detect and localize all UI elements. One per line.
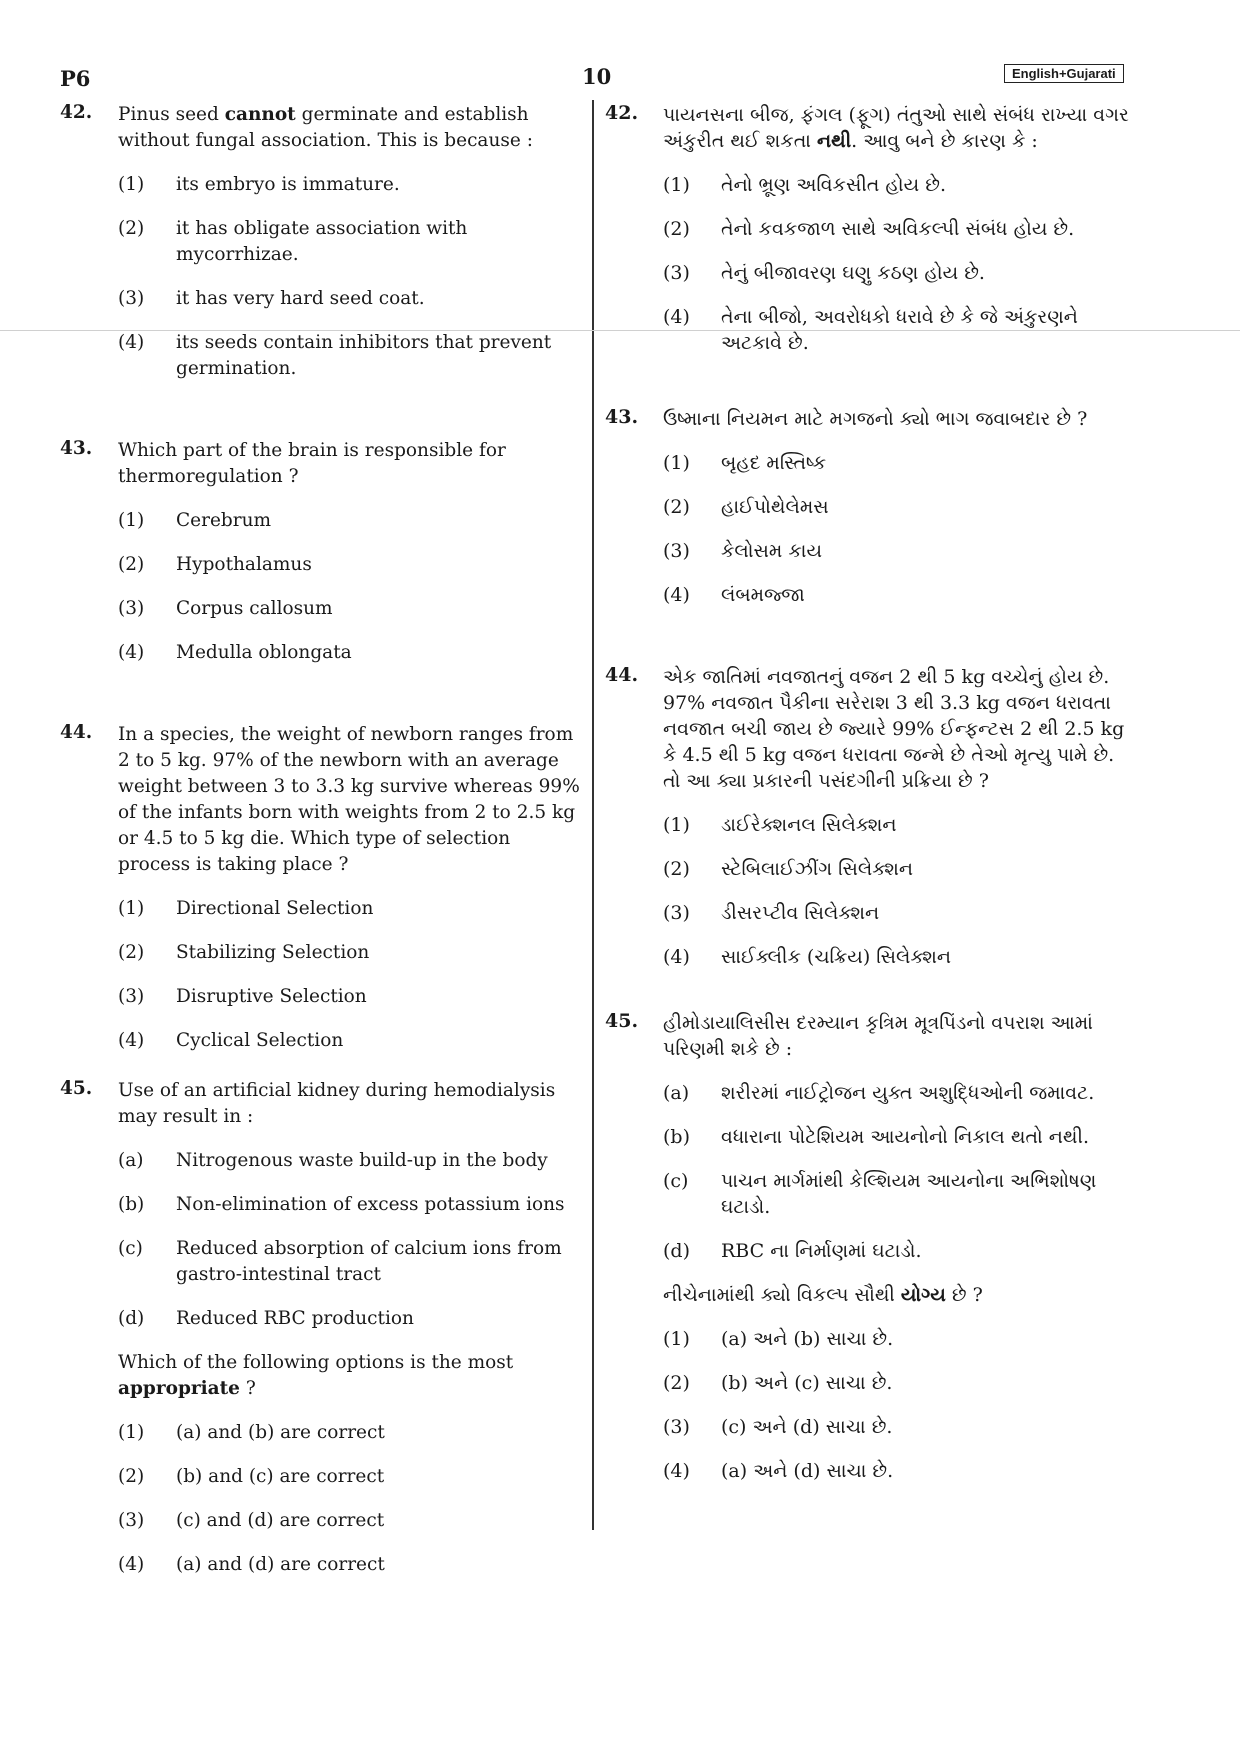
option-1[interactable]: (1) તેનો ભ્રૂણ અવિકસીત હોય છે. — [663, 174, 946, 196]
option-3[interactable]: (3) it has very hard seed coat. — [118, 288, 425, 309]
statement-b: (b) વધારાના પોટેશિયમ આયનોનો નિકાલ થતો નથી. — [663, 1126, 1089, 1148]
option-4[interactable]: (4) its seeds contain inhibitors that prevent germination. — [118, 332, 552, 379]
question-text: ઉષ્માના નિયમન માટે મગજનો ક્યો ભાગ જવાબદાર છે ? — [663, 408, 1088, 430]
question-number: 44. — [605, 664, 639, 686]
option-2[interactable]: (2) Hypothalamus — [118, 554, 312, 575]
option-4[interactable]: (4) (a) અને (d) સાચા છે. — [663, 1460, 894, 1482]
question-number: 42. — [605, 102, 639, 124]
statement-a: (a) Nitrogenous waste build-up in the body — [118, 1150, 548, 1171]
question-44 — [60, 722, 582, 1054]
option-1[interactable]: (1) (a) and (b) are correct — [118, 1422, 385, 1443]
question-42 — [60, 102, 582, 382]
question-number: 42. — [60, 102, 93, 123]
question-number: 44. — [60, 722, 93, 743]
option-4[interactable]: (4) લંબમજ્જા — [663, 584, 805, 606]
option-1[interactable]: (1) Directional Selection — [118, 898, 374, 919]
question-prompt: નીચેનામાંથી ક્યો વિકલ્પ સૌથી યોગ્ય છે ? — [663, 1284, 983, 1306]
question-text: Which part of the brain is responsible for thermoregulation ? — [118, 440, 506, 487]
option-3[interactable]: (3) (c) and (d) are correct — [118, 1510, 385, 1531]
option-2[interactable]: (2) હાઈપોથેલેમસ — [663, 496, 829, 518]
statement-a: (a) શરીરમાં નાઈટ્રોજન યુક્ત અશુદ્ધિઓની જમાવટ. — [663, 1082, 1095, 1104]
option-3[interactable]: (3) ડીસરપ્ટીવ સિલેક્શન — [663, 902, 880, 924]
question-number: 43. — [605, 406, 639, 428]
question-number: 43. — [60, 438, 93, 459]
option-4[interactable]: (4) સાઈક્લીક (ચક્રિય) સિલેક્શન — [663, 946, 952, 968]
question-44 — [605, 664, 1130, 970]
column-divider — [592, 100, 594, 1530]
option-1[interactable]: (1) Cerebrum — [118, 510, 272, 531]
question-text: Use of an artificial kidney during hemodialysis may result in : — [118, 1080, 556, 1127]
option-4[interactable]: (4) (a) and (d) are correct — [118, 1554, 385, 1575]
option-3[interactable]: (3) (c) અને (d) સાચા છે. — [663, 1416, 893, 1438]
option-3[interactable]: (3) Corpus callosum — [118, 598, 333, 619]
page-number: 10 — [582, 64, 612, 89]
option-2[interactable]: (2) Stabilizing Selection — [118, 942, 370, 963]
question-43 — [605, 406, 1130, 608]
option-2[interactable]: (2) સ્ટેબિલાઈઝીંગ સિલેક્શન — [663, 858, 913, 880]
option-1[interactable]: (1) બૃહદ મસ્તિષ્ક — [663, 452, 827, 474]
question-prompt: Which of the following options is the most appropriate ? — [118, 1352, 514, 1399]
statement-c: (c) પાચન માર્ગમાંથી કેલ્શિયમ આયનોના અભિશોષણ ઘટાડો. — [663, 1170, 1097, 1218]
option-4[interactable]: (4) તેના બીજો, અવરોધકો ધરાવે છે કે જે અંકુરણને અટકાવે છે. — [663, 306, 1078, 354]
question-text: In a species, the weight of newborn ranges from 2 to 5 kg. 97% of the newborn with an average weight between 3 to 3.3 kg survive whereas 99% of the infants born with weights from 2 to 2.5 kg or 4.5 to 5 kg die. Which type of selection process is taking place ? — [118, 724, 580, 875]
language-badge: English+Gujarati — [1004, 64, 1124, 83]
statement-c: (c) Reduced absorption of calcium ions from gastro-intestinal tract — [118, 1238, 562, 1285]
option-2[interactable]: (2) તેનો કવકજાળ સાથે અવિકલ્પી સંબંધ હોય છે. — [663, 218, 1075, 240]
question-43 — [60, 438, 582, 666]
option-1[interactable]: (1) (a) અને (b) સાચા છે. — [663, 1328, 894, 1350]
option-1[interactable]: (1) its embryo is immature. — [118, 174, 400, 195]
option-4[interactable]: (4) Cyclical Selection — [118, 1030, 344, 1051]
option-3[interactable]: (3) Disruptive Selection — [118, 986, 367, 1007]
option-3[interactable]: (3) તેનું બીજાવરણ ઘણુ કઠણ હોય છે. — [663, 262, 985, 284]
statement-b: (b) Non-elimination of excess potassium ions — [118, 1194, 565, 1215]
english-column — [60, 102, 582, 1612]
option-1[interactable]: (1) ડાઈરેક્શનલ સિલેક્શન — [663, 814, 897, 836]
question-number: 45. — [605, 1010, 639, 1032]
statement-d: (d) Reduced RBC production — [118, 1308, 414, 1329]
question-text: એક જાતિમાં નવજાતનું વજન 2 થી 5 kg વચ્ચેનું હોય છે. 97% નવજાત પૈકીના સરેરાશ 3 થી 3.3 kg વજન ધરાવતા નવજાત બચી જાય છે જ્યારે 99% ઈન્ફન્ટસ 2 થી 2.5 kg કે 4.5 થી 5 kg વજન ધરાવતા જન્મે છે તેઓ મૃત્યુ પામે છે. તો આ ક્યા પ્રકારની પસંદગીની પ્રક્રિયા છે ? — [663, 666, 1125, 792]
option-2[interactable]: (2) (b) અને (c) સાચા છે. — [663, 1372, 893, 1394]
statement-d: (d) RBC ના નિર્માણમાં ઘટાડો. — [663, 1240, 922, 1262]
question-42 — [605, 102, 1130, 356]
question-45 — [60, 1078, 582, 1578]
question-text: પાયનસના બીજ, ફંગલ (ફૂગ) તંતુઓ સાથે સંબંધ રાખ્યા વગર અંકુરીત થઈ શકતા નથી. આવુ બને છે કારણ કે : — [663, 104, 1129, 152]
question-text: Pinus seed cannot germinate and establish without fungal association. This is because : — [118, 104, 533, 151]
question-text: હીમોડાયાલિસીસ દરમ્યાન કૃત્રિમ મૂત્રપિંડનો વપરાશ આમાં પરિણમી શકે છે : — [663, 1012, 1093, 1060]
question-number: 45. — [60, 1078, 93, 1099]
option-2[interactable]: (2) it has obligate association with mycorrhizae. — [118, 218, 468, 265]
option-4[interactable]: (4) Medulla oblongata — [118, 642, 352, 663]
question-45 — [605, 1010, 1130, 1484]
option-2[interactable]: (2) (b) and (c) are correct — [118, 1466, 385, 1487]
gujarati-column — [605, 102, 1130, 1518]
option-3[interactable]: (3) કેલોસમ કાય — [663, 540, 823, 562]
paper-code: P6 — [60, 66, 91, 91]
